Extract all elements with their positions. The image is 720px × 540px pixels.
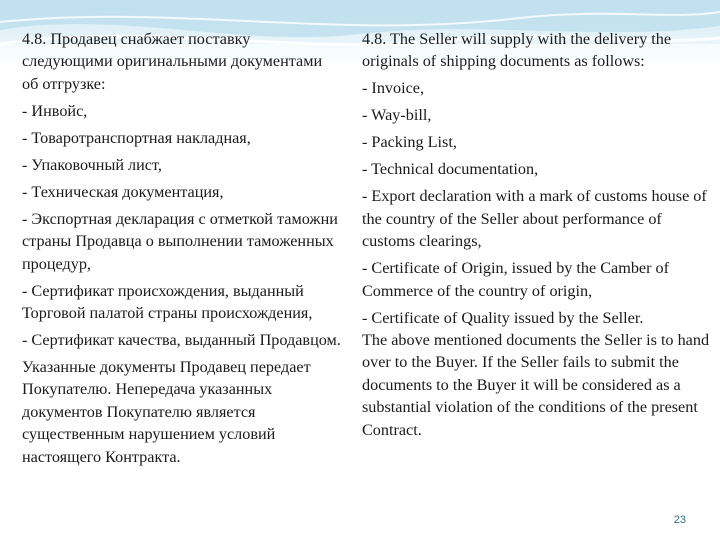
en-list-item: - Certificate of Quality issued by the Seller. [362, 308, 644, 327]
en-clause-intro: 4.8. The Seller will supply with the delivery the originals of shipping documents as follows: [362, 30, 672, 71]
page-number: 23 [673, 514, 686, 526]
en-list-item: - Invoice, [362, 79, 425, 98]
ru-list-item: - Инвойс, [22, 101, 88, 120]
en-list-item: - Technical documentation, [362, 160, 539, 179]
en-closing-paragraph: The above mentioned documents the Seller is to hand over to the Buyer. If the Seller fails to submit the documents to the Buyer it will be considered as a substantial violation of the conditions of the present Contract. [362, 331, 710, 439]
ru-list-item: - Упаковочный лист, [22, 155, 162, 174]
ru-list-item: - Товаротранспортная накладная, [22, 128, 251, 147]
ru-list-item: - Сертификат качества, выданный Продавцом. [22, 331, 341, 350]
en-list-item: - Certificate of Origin, issued by the Camber of Commerce of the country of origin, [362, 259, 670, 300]
russian-column [22, 28, 342, 473]
ru-clause-intro: 4.8. Продавец снабжает поставку следующими оригинальными документами об отгрузке: [22, 30, 323, 93]
en-list-item: - Packing List, [362, 133, 457, 152]
ru-list-item: - Техническая документация, [22, 182, 224, 201]
en-list-item: - Export declaration with a mark of customs house of the country of the Seller about performance of customs clearings, [362, 187, 707, 251]
ru-list-item: - Сертификат происхождения, выданный Торговой палатой страны происхождения, [22, 281, 313, 323]
ru-list-item: - Экспортная декларация с отметкой таможни страны Продавца о выполнении таможенных процедур, [22, 209, 338, 273]
en-list-item: - Way-bill, [362, 106, 432, 125]
ru-closing-paragraph: Указанные документы Продавец передает Покупателю. Непередача указанных документов Покупателю является существенным нарушением условий настоящего Контракта. [22, 358, 311, 466]
english-column [362, 28, 712, 446]
